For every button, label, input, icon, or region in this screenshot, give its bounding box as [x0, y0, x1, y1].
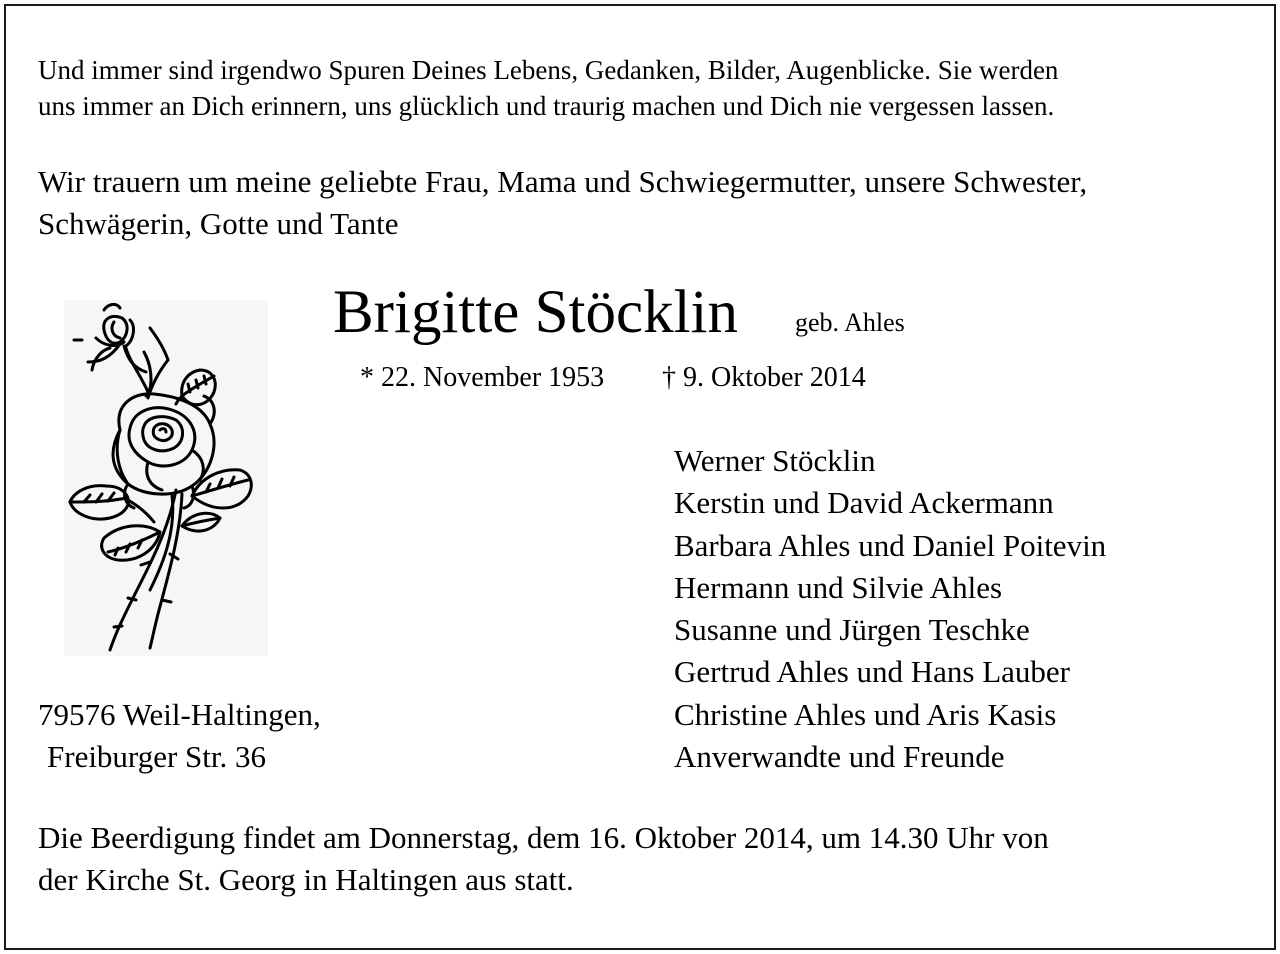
- deceased-name: Brigitte Stöcklin: [333, 279, 738, 346]
- address-city: 79576 Weil-Haltingen,: [38, 697, 321, 732]
- mourner-name: Gertrud Ahles und Hans Lauber: [674, 654, 1071, 690]
- mourner-name: Werner Stöcklin: [674, 443, 876, 478]
- mourners-list: [674, 442, 1106, 780]
- death-date: † 9. Oktober 2014: [662, 362, 866, 393]
- mourner-name: Christine Ahles und Aris Kasis: [674, 696, 1057, 732]
- mourner-name: Hermann und Silvie Ahles: [674, 569, 1003, 605]
- mourner-name: Barbara Ahles und Daniel Poitevin: [674, 527, 1107, 563]
- mourner-name: Anverwandte und Freunde: [674, 739, 1005, 775]
- address-street: Freiburger Str. 36: [47, 739, 266, 774]
- memorial-quote-line-1: Und immer sind irgendwo Spuren Deines Lebens, Gedanken, Bilder, Augenblicke. Sie werden: [38, 55, 1059, 85]
- maiden-name: geb. Ahles: [795, 308, 905, 337]
- rose-illustration-icon: [64, 300, 268, 656]
- mourning-intro-line-2: Schwägerin, Gotte und Tante: [38, 206, 399, 241]
- birth-date: * 22. November 1953: [360, 362, 605, 393]
- mourning-intro-line-1: Wir trauern um meine geliebte Frau, Mama und Schwiegermutter, unsere Schwester,: [38, 164, 1088, 199]
- mourner-name: Kerstin und David Ackermann: [674, 485, 1054, 521]
- mourner-name: Susanne und Jürgen Teschke: [674, 612, 1030, 648]
- funeral-info-line-2: der Kirche St. Georg in Haltingen aus statt.: [38, 862, 574, 897]
- memorial-quote-line-2: uns immer an Dich erinnern, uns glücklich und traurig machen und Dich nie vergessen lassen.: [38, 91, 1055, 121]
- funeral-info-line-1: Die Beerdigung findet am Donnerstag, dem 16. Oktober 2014, um 14.30 Uhr von: [38, 820, 1049, 855]
